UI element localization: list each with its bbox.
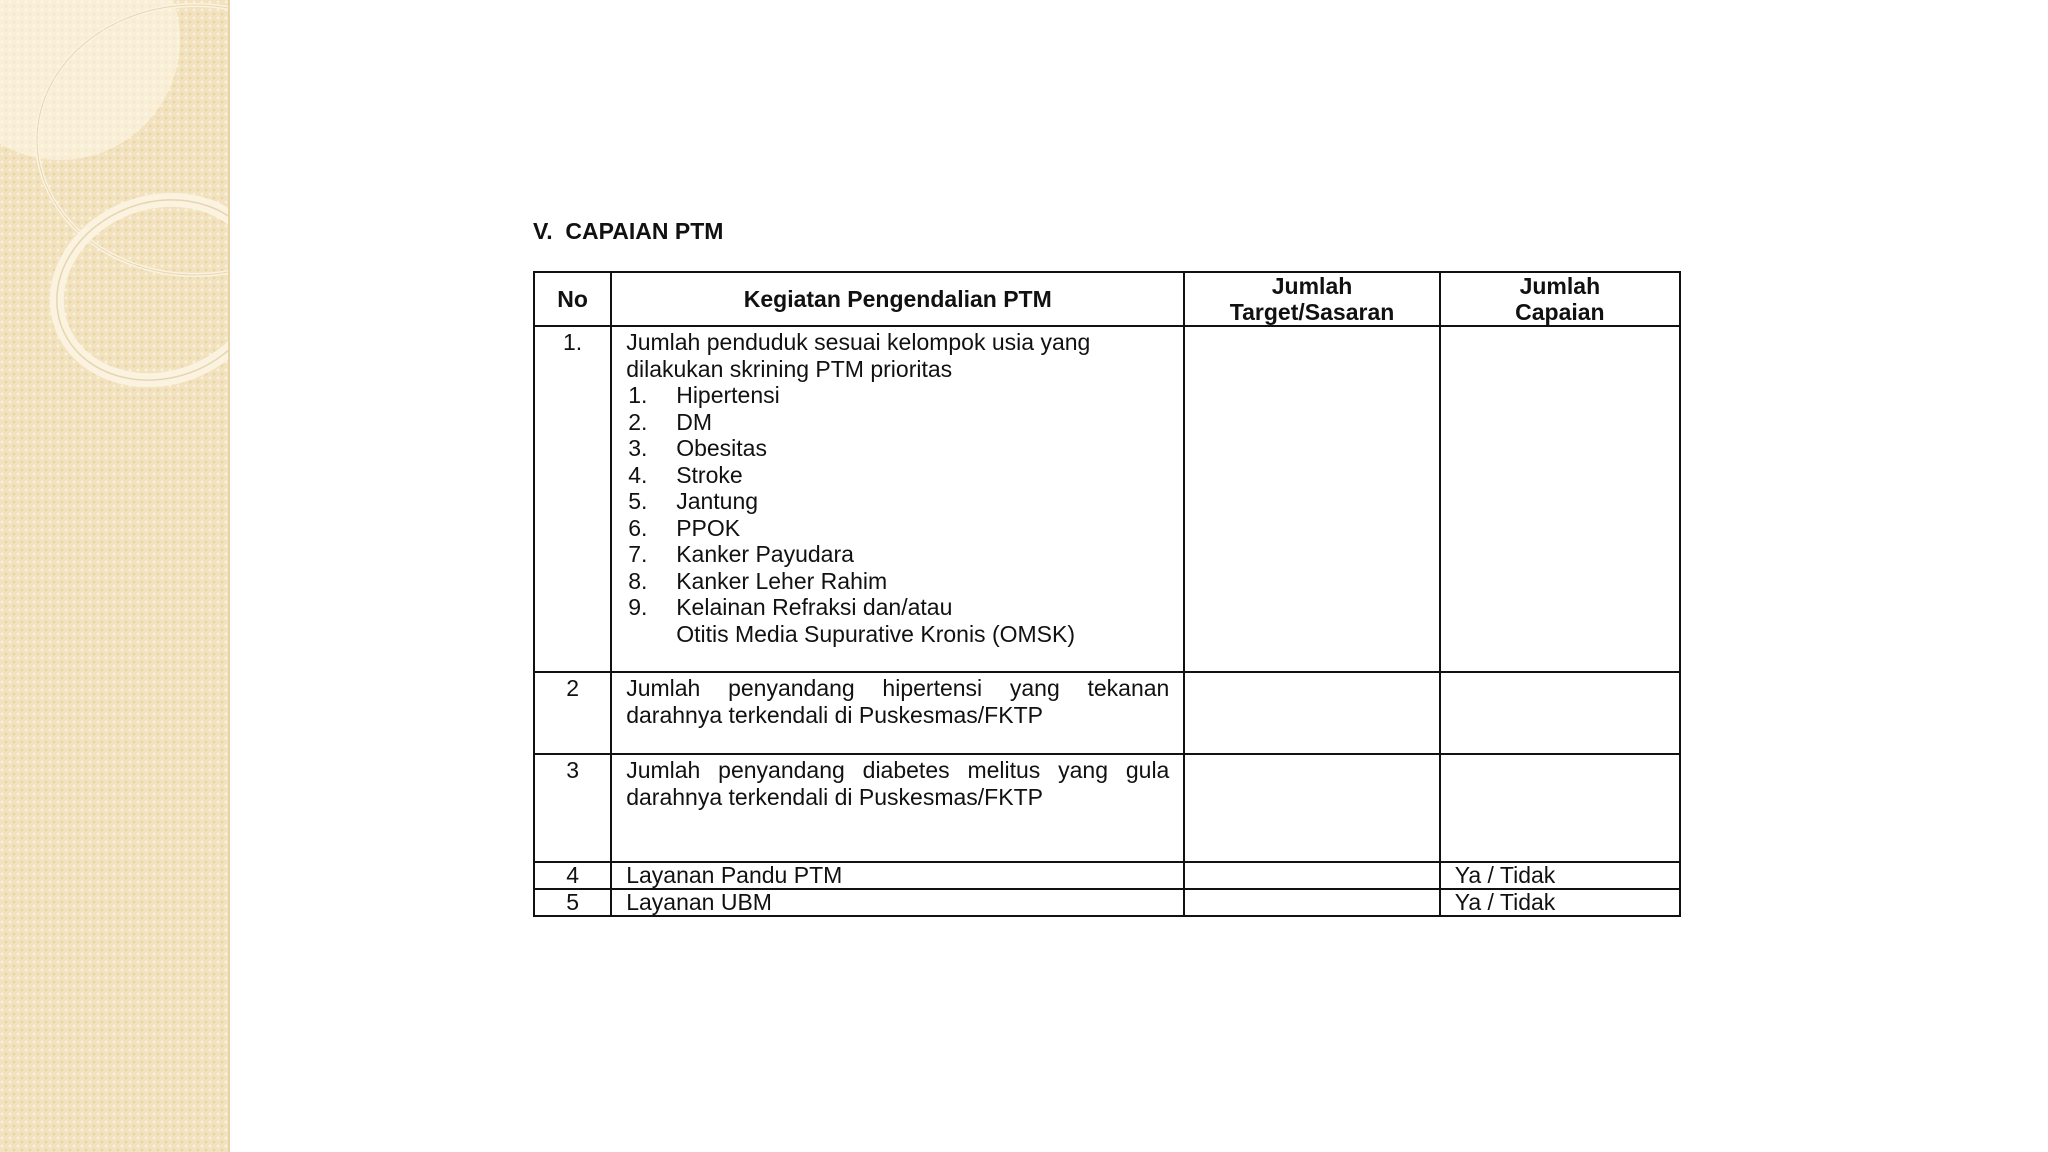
row-kegiatan xyxy=(611,326,1184,672)
list-item-number: 1. xyxy=(628,382,648,408)
list-item xyxy=(626,515,1169,542)
list-item-label: Otitis Media Supurative Kronis (OMSK) xyxy=(676,620,1075,647)
list-item xyxy=(626,435,1169,462)
row-no: 5 xyxy=(534,889,611,916)
row-capaian: Ya / Tidak xyxy=(1440,889,1680,916)
row-capaian xyxy=(1440,326,1680,672)
list-item-label: PPOK xyxy=(676,514,741,541)
row-target xyxy=(1184,326,1439,672)
row-kegiatan: Layanan UBM xyxy=(611,889,1184,916)
list-item-label: Hipertensi xyxy=(676,382,780,408)
header-capaian-line1: Jumlah xyxy=(1519,273,1601,299)
row-kegiatan: Jumlah penyandang diabetes melitus yang gula darahnya terkendali di Puskesmas/FKTP xyxy=(611,754,1184,862)
list-item-number: 3. xyxy=(628,435,648,461)
table-row xyxy=(534,754,1680,862)
list-item-label: Kanker Leher Rahim xyxy=(676,567,888,594)
screening-list xyxy=(626,382,1169,647)
header-capaian xyxy=(1440,272,1680,326)
header-target xyxy=(1184,272,1439,326)
row-capaian: Ya / Tidak xyxy=(1440,862,1680,889)
header-target-line1: Jumlah xyxy=(1271,273,1353,299)
list-item xyxy=(626,488,1169,515)
row-kegiatan: Jumlah penyandang hipertensi yang tekanan darahnya terkendali di Puskesmas/FKTP xyxy=(611,672,1184,754)
list-item-label: Stroke xyxy=(676,461,743,488)
row-target xyxy=(1184,672,1439,754)
row-no: 3 xyxy=(534,754,611,862)
list-item-number xyxy=(626,621,676,648)
list-item-label: Obesitas xyxy=(676,435,767,461)
list-item xyxy=(626,409,1169,436)
list-item xyxy=(626,621,1169,648)
table-row xyxy=(534,326,1680,672)
header-capaian-line2: Capaian xyxy=(1515,299,1605,325)
row-target xyxy=(1184,889,1439,916)
row-kegiatan: Layanan Pandu PTM xyxy=(611,862,1184,889)
list-item xyxy=(626,462,1169,489)
row-no: 1. xyxy=(534,326,611,672)
list-item-label: Jantung xyxy=(676,488,759,514)
section-heading: V. CAPAIAN PTM xyxy=(533,218,724,244)
list-item xyxy=(626,568,1169,595)
list-item-number: 7. xyxy=(628,541,648,567)
row-target xyxy=(1184,754,1439,862)
list-item-number: 9. xyxy=(628,594,648,620)
row-capaian xyxy=(1440,754,1680,862)
header-no: No xyxy=(534,272,611,326)
list-item xyxy=(626,382,1169,409)
list-item-number: 6. xyxy=(628,514,648,541)
list-item-label: Kanker Payudara xyxy=(676,541,854,567)
list-item-label: DM xyxy=(676,408,712,435)
list-item xyxy=(626,541,1169,568)
list-item xyxy=(626,594,1169,621)
table-header-row xyxy=(534,272,1680,326)
row-no: 4 xyxy=(534,862,611,889)
decorative-side-panel xyxy=(0,0,230,1152)
list-item-number: 4. xyxy=(628,461,648,488)
document-content xyxy=(533,218,1693,917)
list-item-number: 5. xyxy=(628,488,648,514)
table-row xyxy=(534,672,1680,754)
row-target xyxy=(1184,862,1439,889)
table-row xyxy=(534,889,1680,916)
list-item-number: 2. xyxy=(628,408,648,435)
list-item-label: Kelainan Refraksi dan/atau xyxy=(676,594,953,620)
table-row xyxy=(534,862,1680,889)
list-item-number: 8. xyxy=(628,567,648,594)
row-no: 2 xyxy=(534,672,611,754)
row-kegiatan-text: Jumlah penduduk sesuai kelompok usia yang dilakukan skrining PTM prioritas xyxy=(626,329,1091,382)
row-capaian xyxy=(1440,672,1680,754)
capaian-ptm-table xyxy=(533,271,1681,917)
header-target-line2: Target/Sasaran xyxy=(1229,299,1395,325)
header-kegiatan: Kegiatan Pengendalian PTM xyxy=(611,272,1184,326)
decorative-circles-icon xyxy=(0,0,228,1152)
